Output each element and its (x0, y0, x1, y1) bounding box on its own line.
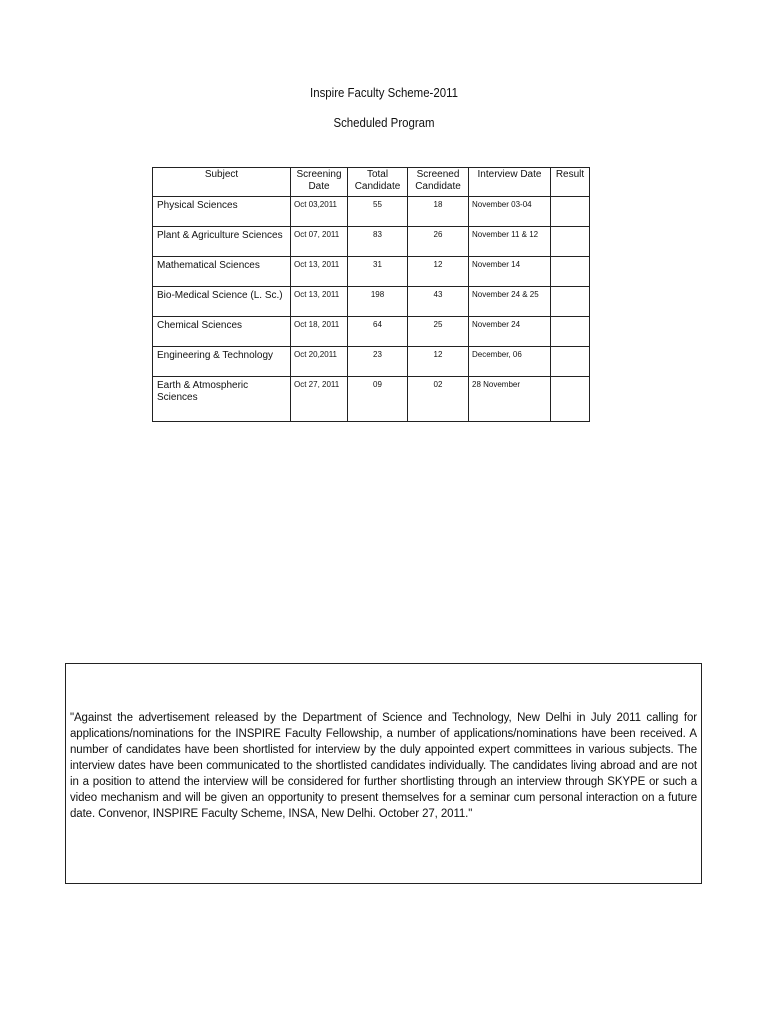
table-row (153, 317, 590, 347)
cell-subject: Plant & Agriculture Sciences (153, 227, 291, 257)
cell-screening-date: Oct 20,2011 (291, 347, 348, 377)
cell-screening-date: Oct 18, 2011 (291, 317, 348, 347)
header-result: Result (551, 168, 590, 197)
cell-interview: 28 November (469, 377, 551, 422)
cell-total: 55 (348, 197, 408, 227)
cell-interview: November 14 (469, 257, 551, 287)
cell-screening-date: Oct 13, 2011 (291, 287, 348, 317)
header-interview-date: Interview Date (469, 168, 551, 197)
notice-box (65, 663, 702, 884)
cell-total: 31 (348, 257, 408, 287)
cell-screened: 25 (408, 317, 469, 347)
cell-interview: November 24 (469, 317, 551, 347)
cell-interview: November 11 & 12 (469, 227, 551, 257)
cell-screened: 02 (408, 377, 469, 422)
cell-subject: Chemical Sciences (153, 317, 291, 347)
table-row (153, 287, 590, 317)
header-total-candidate: Total Candidate (348, 168, 408, 197)
cell-result (551, 197, 590, 227)
cell-interview: November 03-04 (469, 197, 551, 227)
cell-subject: Engineering & Technology (153, 347, 291, 377)
cell-screening-date: Oct 03,2011 (291, 197, 348, 227)
cell-screened: 43 (408, 287, 469, 317)
header-screening-date: Screening Date (291, 168, 348, 197)
cell-interview: November 24 & 25 (469, 287, 551, 317)
cell-interview: December, 06 (469, 347, 551, 377)
cell-screened: 26 (408, 227, 469, 257)
cell-result (551, 287, 590, 317)
document-title: Inspire Faculty Scheme-2011 (310, 85, 458, 100)
cell-result (551, 257, 590, 287)
cell-result (551, 377, 590, 422)
table-header-row (153, 168, 590, 197)
table-row (153, 347, 590, 377)
cell-total: 64 (348, 317, 408, 347)
cell-result (551, 227, 590, 257)
cell-subject: Physical Sciences (153, 197, 291, 227)
cell-total: 23 (348, 347, 408, 377)
cell-total: 198 (348, 287, 408, 317)
cell-subject: Bio-Medical Science (L. Sc.) (153, 287, 291, 317)
cell-result (551, 317, 590, 347)
notice-text: "Against the advertisement released by the Department of Science and Technology, New Delhi in July 2011 calling for applications/nominations for the INSPIRE Faculty Fellowship, a number of applications/nominations have been received. A number of candidates have been shortlisted for interview by the duly appointed expert committees in various subjects. The interview dates have been communicated to the shortlisted candidates individually. The candidates living abroad and are not in a position to attend the interview will be considered for further shortlisting through an interview through SKYPE or such a video mechanism and will be given an opportunity to present themselves for a seminar cum personal interaction on a future date. Convenor, INSPIRE Faculty Scheme, INSA, New Delhi. October 27, 2011." (70, 712, 697, 820)
cell-screening-date: Oct 13, 2011 (291, 257, 348, 287)
cell-screened: 18 (408, 197, 469, 227)
cell-total: 09 (348, 377, 408, 422)
schedule-table (152, 167, 590, 422)
cell-subject: Earth & Atmospheric Sciences (153, 377, 291, 422)
cell-screened: 12 (408, 347, 469, 377)
cell-screened: 12 (408, 257, 469, 287)
cell-subject: Mathematical Sciences (153, 257, 291, 287)
cell-screening-date: Oct 27, 2011 (291, 377, 348, 422)
header-screened-candidate: Screened Candidate (408, 168, 469, 197)
table-row (153, 227, 590, 257)
table-row (153, 197, 590, 227)
cell-result (551, 347, 590, 377)
header-subject: Subject (153, 168, 291, 197)
cell-screening-date: Oct 07, 2011 (291, 227, 348, 257)
document-subtitle: Scheduled Program (333, 115, 435, 130)
table-row (153, 257, 590, 287)
table-row (153, 377, 590, 422)
cell-total: 83 (348, 227, 408, 257)
